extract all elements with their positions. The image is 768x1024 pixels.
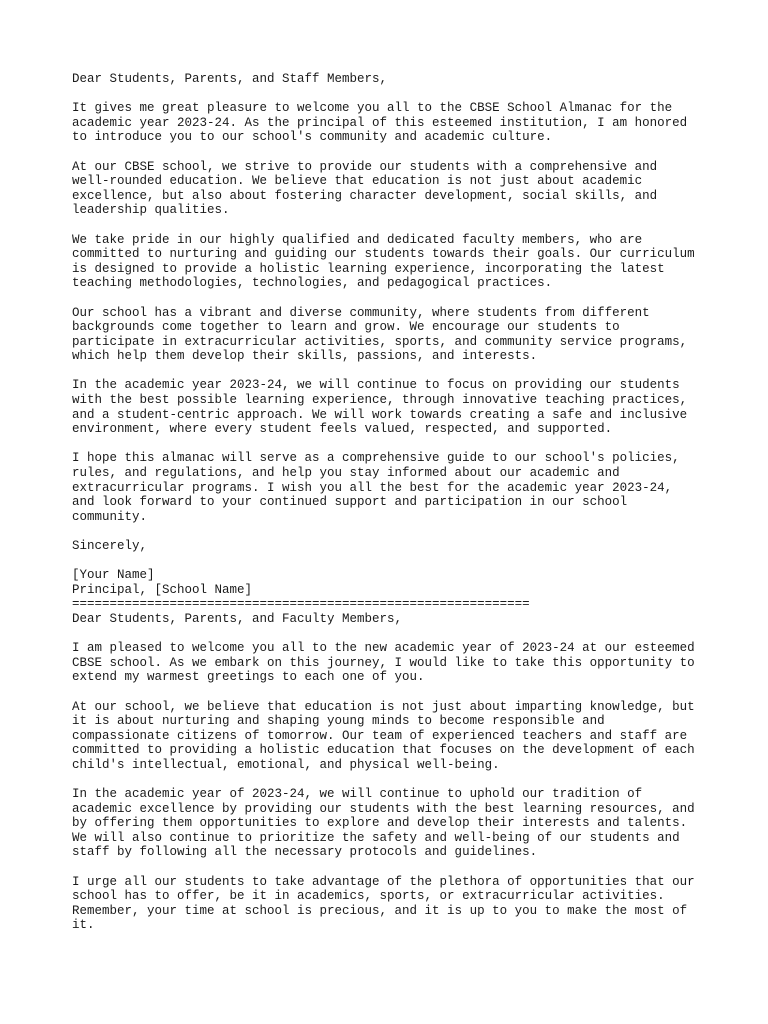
document-page: [72, 72, 712, 933]
letter1-signature-title: Principal, [School Name]: [72, 582, 253, 597]
letter1-paragraph-1: It gives me great pleasure to welcome you all to the CBSE School Almanac for the academic year 2023-24. As the principal of this esteemed institution, I am honored to introduce you to our school's community and academic culture.: [72, 101, 688, 145]
letter1-salutation: Dear Students, Parents, and Staff Members,: [72, 72, 388, 86]
letter1-paragraph-3: We take pride in our highly qualified and dedicated faculty members, who are committed to nurturing and guiding our students towards their goals. Our curriculum is designed to provide a holistic learning experience, incorporating the latest teaching methodologies, technologies, and pedagogical practices.: [72, 232, 695, 291]
letter2-paragraph-4: I urge all our students to take advantage of the plethora of opportunities that our school has to offer, be it in academics, sports, or extracurricular activities. Remember, your time at school is precious, and it is up to you to make the most of it.: [72, 874, 695, 933]
letter2-salutation: Dear Students, Parents, and Faculty Members,: [72, 611, 403, 626]
letter2-paragraph-1: I am pleased to welcome you all to the new academic year of 2023-24 at our esteemed CBSE school. As we embark on this journey, I would like to take this opportunity to extend my warmest greetings to each one of you.: [72, 641, 695, 685]
separator-line: =============================================================: [72, 597, 530, 612]
letter1-paragraph-2: At our CBSE school, we strive to provide our students with a comprehensive and well-rounded education. We believe that education is not just about academic excellence, but also about fostering character development, social skills, and leadership qualities.: [72, 159, 658, 218]
letter1-paragraph-6: I hope this almanac will serve as a comprehensive guide to our school's policies, rules, and regulations, and help you stay informed about our academic and extracurricular programs. I wish you all the best for the academic year 2023-24, and look forward to your continued support and participation in our school community.: [72, 451, 680, 524]
letter1-signature-name: [Your Name]: [72, 568, 155, 583]
letter2-paragraph-3: In the academic year of 2023-24, we will continue to uphold our tradition of academic excellence by providing our students with the best learning resources, and by offering them opportunities to explore and develop their interests and talents. We will also continue to prioritize the safety and well-being of our students and staff by following all the necessary protocols and guidelines.: [72, 787, 695, 860]
letter1-closing: Sincerely,: [72, 539, 148, 553]
letter1-paragraph-5: In the academic year 2023-24, we will continue to focus on providing our students with the best possible learning experience, through innovative teaching practices, and a student-centric approach. We will work towards creating a safe and inclusive environment, where every student feels valued, respected, and supported.: [72, 378, 688, 437]
letter2-paragraph-2: At our school, we believe that education is not just about imparting knowledge, but it is about nurturing and shaping young minds to become responsible and compassionate citizens of tomorrow. Our team of experienced teachers and staff are committed to providing a holistic education that focuses on the development of each child's intellectual, emotional, and physical well-being.: [72, 699, 695, 772]
letter1-paragraph-4: Our school has a vibrant and diverse community, where students from different backgrounds come together to learn and grow. We encourage our students to participate in extracurricular activities, sports, and community service programs, which help them develop their skills, passions, and interests.: [72, 305, 688, 364]
